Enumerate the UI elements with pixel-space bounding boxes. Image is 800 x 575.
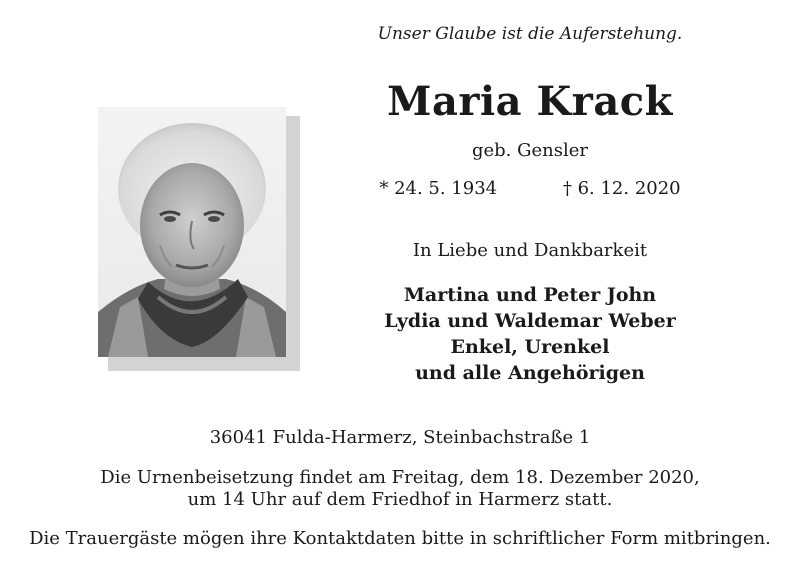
burial-line: um 14 Uhr auf dem Friedhof in Harmerz statt. xyxy=(187,489,613,510)
mourner-line: Martina und Peter John xyxy=(403,284,657,306)
life-dates xyxy=(360,178,700,199)
burial-line: Die Urnenbeisetzung findet am Freitag, dem 18. Dezember 2020, xyxy=(100,467,700,488)
mourner-line: Enkel, Urenkel xyxy=(450,336,610,358)
motto: Unser Glaube ist die Auferstehung. xyxy=(377,24,683,44)
mourners-list xyxy=(360,282,700,386)
birth-date: * 24. 5. 1934 xyxy=(379,178,498,199)
contact-note: Die Trauergäste mögen ihre Kontaktdaten bitte in schriftlicher Form mitbringen. xyxy=(29,528,771,549)
mourner-line: Lydia und Waldemar Weber xyxy=(384,310,676,332)
death-date: † 6. 12. 2020 xyxy=(562,178,681,199)
dedication: In Liebe und Dankbarkeit xyxy=(412,240,648,261)
portrait-photo xyxy=(98,107,286,357)
maiden-name: geb. Gensler xyxy=(471,140,588,161)
deceased-name: Maria Krack xyxy=(387,78,673,125)
mourner-line: und alle Angehörigen xyxy=(415,362,645,384)
portrait-illustration xyxy=(98,107,286,357)
burial-info xyxy=(0,467,800,511)
family-address: 36041 Fulda-Harmerz, Steinbachstraße 1 xyxy=(209,427,591,448)
